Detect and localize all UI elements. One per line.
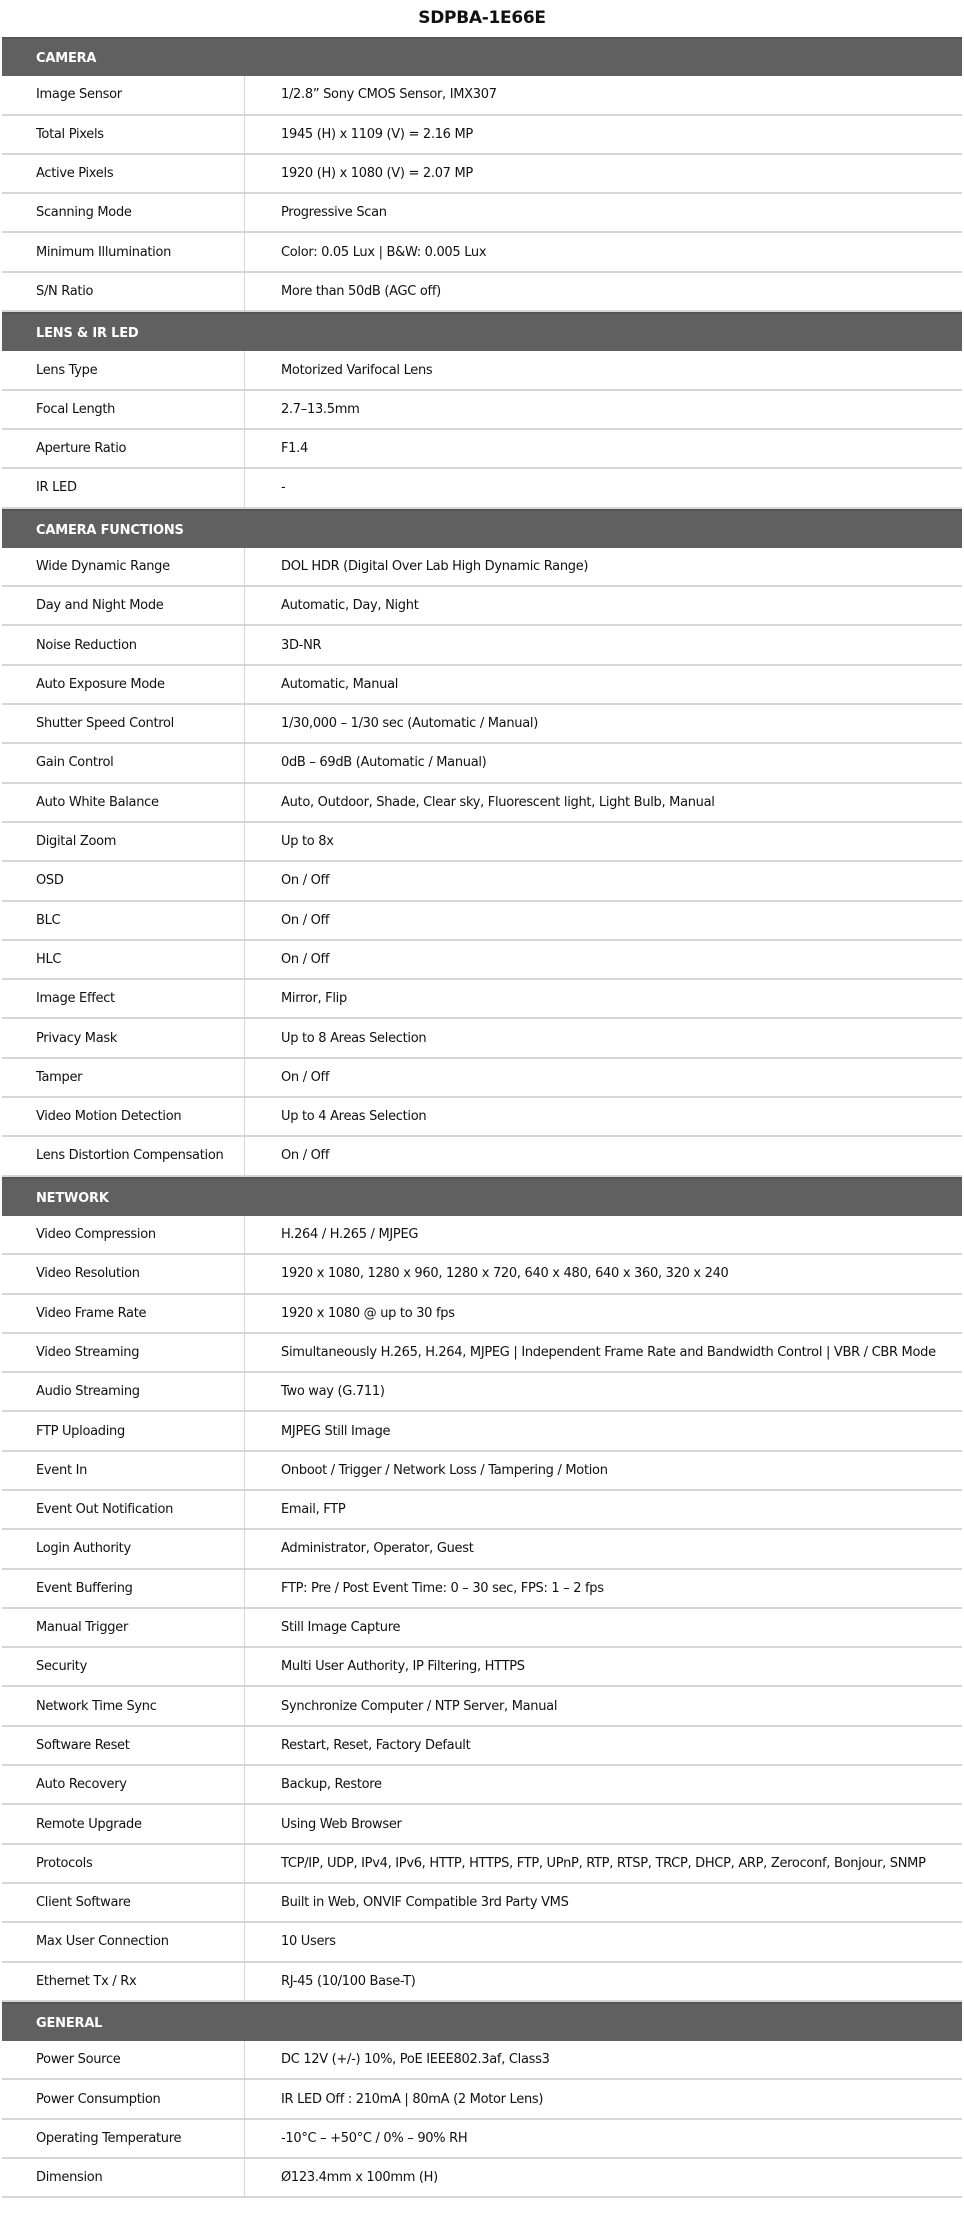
spec-value: More than 50dB (AGC off)	[281, 283, 441, 299]
table-row	[2, 2080, 962, 2119]
spec-value: Automatic, Manual	[281, 676, 399, 692]
table-row	[2, 666, 962, 705]
spec-label: Auto Exposure Mode	[2, 666, 245, 703]
table-row	[2, 430, 962, 469]
spec-value: 2.7–13.5mm	[281, 401, 360, 417]
spec-label: Gain Control	[2, 744, 245, 781]
spec-value: 3D-NR	[281, 637, 322, 653]
spec-label: Remote Upgrade	[2, 1805, 245, 1842]
spec-value: Up to 4 Areas Selection	[281, 1109, 427, 1125]
spec-label: Power Source	[2, 2041, 245, 2078]
spec-label: Active Pixels	[2, 155, 245, 192]
table-row	[2, 1019, 962, 1058]
spec-label: Video Frame Rate	[2, 1295, 245, 1332]
spec-value: 1/2.8” Sony CMOS Sensor, IMX307	[281, 87, 497, 103]
spec-label: Shutter Speed Control	[2, 705, 245, 742]
table-row	[2, 1373, 962, 1412]
spec-label: Event Buffering	[2, 1570, 245, 1607]
spec-value: Still Image Capture	[281, 1620, 401, 1636]
table-row	[2, 902, 962, 941]
table-row	[2, 784, 962, 823]
spec-label: BLC	[2, 902, 245, 939]
spec-label: Software Reset	[2, 1727, 245, 1764]
spec-value: On / Off	[281, 1148, 330, 1164]
spec-label: Video Resolution	[2, 1255, 245, 1292]
spec-label: Scanning Mode	[2, 194, 245, 231]
table-row	[2, 1884, 962, 1923]
spec-value: Synchronize Computer / NTP Server, Manual	[281, 1698, 558, 1714]
table-row	[2, 2041, 962, 2080]
spec-label: Power Consumption	[2, 2080, 245, 2117]
table-row	[2, 1609, 962, 1648]
spec-label: Tamper	[2, 1059, 245, 1096]
table-row	[2, 744, 962, 783]
spec-value: Using Web Browser	[281, 1816, 402, 1832]
spec-value: -10°C – +50°C / 0% – 90% RH	[281, 2130, 468, 2146]
spec-label: Security	[2, 1648, 245, 1685]
table-row	[2, 1766, 962, 1805]
table-row	[2, 233, 962, 272]
spec-value: 1/30,000 – 1/30 sec (Automatic / Manual)	[281, 716, 538, 732]
spec-value: RJ-45 (10/100 Base-T)	[281, 1973, 416, 1989]
spec-value: Automatic, Day, Night	[281, 598, 419, 614]
spec-label: Noise Reduction	[2, 626, 245, 663]
spec-value: Email, FTP	[281, 1502, 346, 1518]
spec-value: Mirror, Flip	[281, 991, 347, 1007]
spec-value: Color: 0.05 Lux | B&W: 0.005 Lux	[281, 244, 487, 260]
spec-value: FTP: Pre / Post Event Time: 0 – 30 sec, FPS: 1 – 2 fps	[281, 1580, 604, 1596]
table-row	[2, 587, 962, 626]
table-row	[2, 1452, 962, 1491]
spec-label: Audio Streaming	[2, 1373, 245, 1410]
spec-value: F1.4	[281, 441, 308, 457]
spec-value: Multi User Authority, IP Filtering, HTTPS	[281, 1659, 525, 1675]
spec-label: Max User Connection	[2, 1923, 245, 1960]
spec-label: Video Streaming	[2, 1334, 245, 1371]
table-row	[2, 980, 962, 1019]
table-row	[2, 1963, 962, 2002]
spec-label: Privacy Mask	[2, 1019, 245, 1056]
spec-value: On / Off	[281, 912, 330, 928]
spec-value: 1945 (H) x 1109 (V) = 2.16 MP	[281, 126, 473, 142]
spec-value: TCP/IP, UDP, IPv4, IPv6, HTTP, HTTPS, FTP, UPnP, RTP, RTSP, TRCP, DHCP, ARP, Zeroconf, Bonjour, SNMP	[281, 1855, 926, 1871]
table-row	[2, 194, 962, 233]
table-row	[2, 1845, 962, 1884]
spec-value: Backup, Restore	[281, 1777, 382, 1793]
spec-value: H.264 / H.265 / MJPEG	[281, 1227, 419, 1243]
table-row	[2, 1334, 962, 1373]
spec-value: DOL HDR (Digital Over Lab High Dynamic Range)	[281, 559, 589, 574]
spec-value: Progressive Scan	[281, 205, 387, 221]
table-row	[2, 548, 962, 587]
spec-label: Dimension	[2, 2159, 245, 2196]
spec-value: -	[281, 480, 286, 496]
spec-value: 10 Users	[281, 1934, 336, 1950]
spec-value: Simultaneously H.265, H.264, MJPEG | Independent Frame Rate and Bandwidth Control | VBR / CBR Mode	[281, 1344, 936, 1360]
spec-value: 0dB – 69dB (Automatic / Manual)	[281, 755, 487, 771]
spec-value: Auto, Outdoor, Shade, Clear sky, Fluorescent light, Light Bulb, Manual	[281, 794, 715, 810]
spec-value: 1920 x 1080, 1280 x 960, 1280 x 720, 640 x 480, 640 x 360, 320 x 240	[281, 1266, 729, 1282]
table-row	[2, 1727, 962, 1766]
table-row	[2, 1059, 962, 1098]
table-row	[2, 862, 962, 901]
spec-label: Client Software	[2, 1884, 245, 1921]
spec-value: Ø123.4mm x 100mm (H)	[281, 2170, 438, 2186]
spec-label: Image Effect	[2, 980, 245, 1017]
table-row	[2, 626, 962, 665]
table-row	[2, 705, 962, 744]
table-row	[2, 116, 962, 155]
table-row	[2, 1255, 962, 1294]
page-title: SDPBA-1E66E	[418, 8, 546, 28]
spec-label: Ethernet Tx / Rx	[2, 1963, 245, 2000]
spec-label: Total Pixels	[2, 116, 245, 153]
spec-label: Day and Night Mode	[2, 587, 245, 624]
spec-value: Motorized Varifocal Lens	[281, 362, 433, 378]
spec-label: Manual Trigger	[2, 1609, 245, 1646]
spec-label: HLC	[2, 941, 245, 978]
spec-label: IR LED	[2, 469, 245, 506]
table-row	[2, 2159, 962, 2198]
spec-label: S/N Ratio	[2, 273, 245, 310]
section-header: CAMERA	[2, 37, 962, 76]
spec-value: MJPEG Still Image	[281, 1423, 391, 1439]
table-row	[2, 273, 962, 312]
table-row	[2, 1923, 962, 1962]
spec-label: Login Authority	[2, 1530, 245, 1567]
spec-value: On / Off	[281, 873, 330, 889]
spec-value: Built in Web, ONVIF Compatible 3rd Party VMS	[281, 1895, 569, 1911]
spec-label: Lens Distortion Compensation	[2, 1137, 245, 1174]
table-row	[2, 76, 962, 115]
table-row	[2, 1687, 962, 1726]
spec-label: Event In	[2, 1452, 245, 1489]
spec-label: Operating Temperature	[2, 2120, 245, 2157]
table-row	[2, 1648, 962, 1687]
spec-value: On / Off	[281, 1069, 330, 1085]
spec-label: Focal Length	[2, 391, 245, 428]
table-row	[2, 2120, 962, 2159]
table-row	[2, 1491, 962, 1530]
section-header: LENS & IR LED	[2, 312, 962, 351]
table-row	[2, 1137, 962, 1176]
spec-label: Network Time Sync	[2, 1687, 245, 1724]
section-header: CAMERA FUNCTIONS	[2, 509, 962, 548]
spec-label: OSD	[2, 862, 245, 899]
table-row	[2, 1098, 962, 1137]
table-row	[2, 1295, 962, 1334]
table-row	[2, 1530, 962, 1569]
section-header: GENERAL	[2, 2002, 962, 2041]
spec-label: Video Compression	[2, 1216, 245, 1253]
spec-value: DC 12V (+/-) 10%, PoE IEEE802.3af, Class3	[281, 2052, 550, 2068]
table-row	[2, 1570, 962, 1609]
table-row	[2, 1805, 962, 1844]
spec-label: Lens Type	[2, 351, 245, 388]
spec-label: Digital Zoom	[2, 823, 245, 860]
spec-value: Up to 8 Areas Selection	[281, 1030, 427, 1046]
table-row	[2, 155, 962, 194]
spec-label: Event Out Notification	[2, 1491, 245, 1528]
spec-label: Video Motion Detection	[2, 1098, 245, 1135]
spec-value: Administrator, Operator, Guest	[281, 1541, 474, 1557]
table-row	[2, 823, 962, 862]
spec-label: Protocols	[2, 1845, 245, 1882]
spec-label: Minimum Illumination	[2, 233, 245, 270]
spec-label: Wide Dynamic Range	[2, 548, 245, 585]
spec-label: FTP Uploading	[2, 1412, 245, 1449]
spec-label: Image Sensor	[2, 76, 245, 113]
spec-value: IR LED Off : 210mA | 80mA (2 Motor Lens)	[281, 2091, 544, 2107]
section-header: NETWORK	[2, 1177, 962, 1216]
spec-value: Restart, Reset, Factory Default	[281, 1737, 471, 1753]
table-row	[2, 351, 962, 390]
spec-table	[2, 37, 962, 2198]
spec-value: 1920 x 1080 @ up to 30 fps	[281, 1305, 455, 1321]
spec-value: Onboot / Trigger / Network Loss / Tampering / Motion	[281, 1462, 608, 1478]
table-row	[2, 1412, 962, 1451]
spec-label: Aperture Ratio	[2, 430, 245, 467]
table-row	[2, 941, 962, 980]
table-row	[2, 1216, 962, 1255]
spec-value: On / Off	[281, 951, 330, 967]
spec-value: Two way (G.711)	[281, 1384, 385, 1400]
spec-label: Auto Recovery	[2, 1766, 245, 1803]
spec-label: Auto White Balance	[2, 784, 245, 821]
spec-value: Up to 8x	[281, 834, 334, 850]
spec-value: 1920 (H) x 1080 (V) = 2.07 MP	[281, 166, 473, 182]
table-row	[2, 391, 962, 430]
table-row	[2, 469, 962, 508]
